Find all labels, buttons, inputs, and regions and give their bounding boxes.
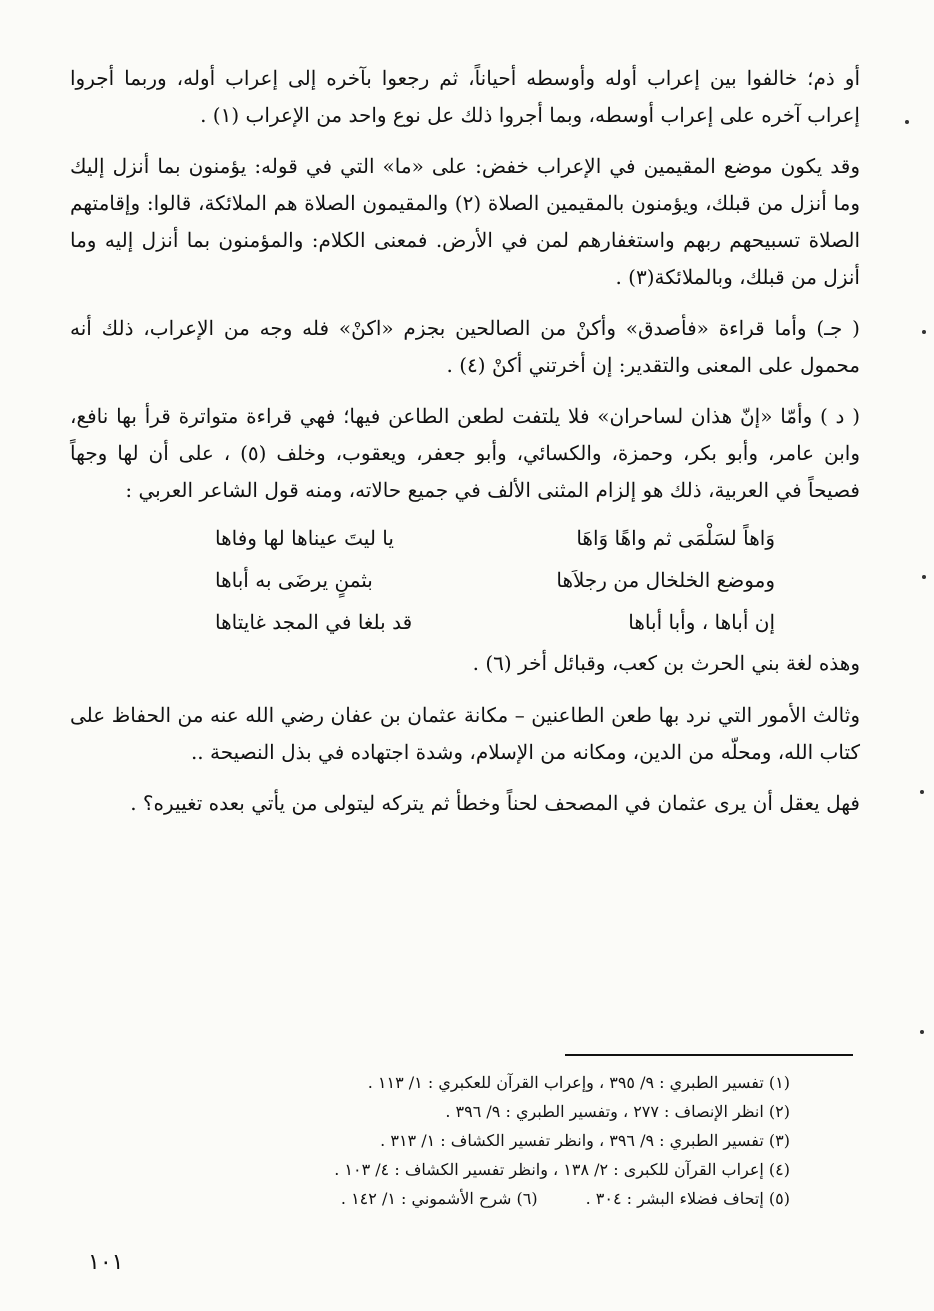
verse-line-1 — [215, 517, 775, 559]
verse-second-hemistich: بثمنٍ يرضَى به أباها — [215, 568, 373, 592]
paragraph-5: وثالث الأمور التي نرد بها طعن الطاعنين – مكانة عثمان بن عفان رضي الله عنه من الحفاظ على كتاب الله، ومحلّه من الدين، ومكانه من الإسلام، وشدة اجتهاده في بذل النصيحة .. — [70, 703, 860, 764]
footnote-3: (٣) تفسير الطبري : ٩/ ٣٩٦ ، وانظر تفسير الكشاف : ١/ ٣١٣ . — [380, 1131, 790, 1150]
paragraph-4: ( د ) وأمّا «إنّ هذان لساحران» فلا يلتفت لطعن الطاعن فيها؛ فهي قراءة متواترة قرأ بها نافع، وابن عامر، وأبو بكر، وحمزة، والكسائي، وأبو جعفر، ويعقوب، وخلف (٥) ، على أن لها وجهاً فصيحاً في العربية، ذلك هو إلزام المثنى الألف في جميع حالاته، ومنه قول الشاعر العربي : — [70, 404, 860, 502]
verse-line-3 — [215, 601, 775, 643]
paragraph-6: فهل يعقل أن يرى عثمان في المصحف لحناً وخطأ ثم يتركه ليتولى من يأتي بعده تغييره؟ . — [130, 791, 860, 815]
after-verse-line: وهذه لغة بني الحرث بن كعب، وقبائل أخر (٦) . — [472, 651, 860, 675]
paragraph-2: وقد يكون موضع المقيمين في الإعراب خفض: على «ما» التي في قوله: يؤمنون بما أنزل إليك وما أنزل من قبلك، ويؤمنون بالمقيمين الصلاة (٢) والمقيمون الصلاة هم الملائكة، قالوا: وإقامتهم الصلاة تسبيحهم ربهم واستغفارهم لمن في الأرض. فمعنى الكلام: والمؤمنون بما أنزل إليه وما أنزل من قبلك، وبالملائكة(٣) . — [70, 154, 860, 289]
scan-speck — [922, 575, 926, 579]
paragraph-1: أو ذم؛ خالفوا بين إعراب أوله وأوسطه أحياناً، ثم رجعوا بآخره إلى إعراب أوله، وربما أجروا إعراب آخره على إعراب أوسطه، وبما أجروا ذلك عل نوع واحد من الإعراب (١) . — [70, 66, 860, 127]
scan-speck — [905, 120, 909, 124]
scan-speck — [922, 330, 926, 334]
page-number: ١٠١ — [88, 1250, 124, 1275]
footnote-divider — [565, 1054, 853, 1056]
verse-first-hemistich: وَاهاً لسَلْمَى ثم واهًا وَاهَا — [576, 526, 775, 550]
verse-first-hemistich: إن أباها ، وأبا أباها — [628, 610, 775, 634]
scan-speck — [920, 1030, 924, 1034]
footnotes — [180, 1068, 790, 1213]
verse-second-hemistich: قد بلغا في المجد غايتاها — [215, 610, 413, 634]
footnote-2: (٢) انظر الإنصاف : ٢٧٧ ، وتفسير الطبري : ٩/ ٣٩٦ . — [445, 1102, 790, 1121]
verse-first-hemistich: وموضع الخلخال من رجلاَها — [556, 568, 775, 592]
footnote-1: (١) تفسير الطبري : ٩/ ٣٩٥ ، وإعراب القرآن للعكبري : ١/ ١١٣ . — [367, 1073, 790, 1092]
paragraph-3: ( جـ) وأما قراءة «فأصدق» وأكنْ من الصالحين بجزم «اكنْ» فله وجه من الإعراب، ذلك أنه محمول على المعنى والتقدير: إن أخرتني أكنْ (٤) . — [70, 316, 860, 377]
footnote-4: (٤) إعراب القرآن للكبرى : ٢/ ١٣٨ ، وانظر تفسير الكشاف : ٤/ ١٠٣ . — [334, 1160, 790, 1179]
footnote-row-5-6 — [180, 1184, 790, 1213]
verse-second-hemistich: يا ليتَ عيناها لها وفاها — [215, 526, 394, 550]
verse-line-2 — [215, 559, 775, 601]
page-body — [70, 60, 860, 836]
scan-speck — [920, 790, 924, 794]
footnote-5: (٥) إتحاف فضلاء البشر : ٣٠٤ . — [585, 1189, 790, 1208]
footnote-6: (٦) شرح الأشموني : ١/ ١٤٢ . — [340, 1189, 538, 1208]
